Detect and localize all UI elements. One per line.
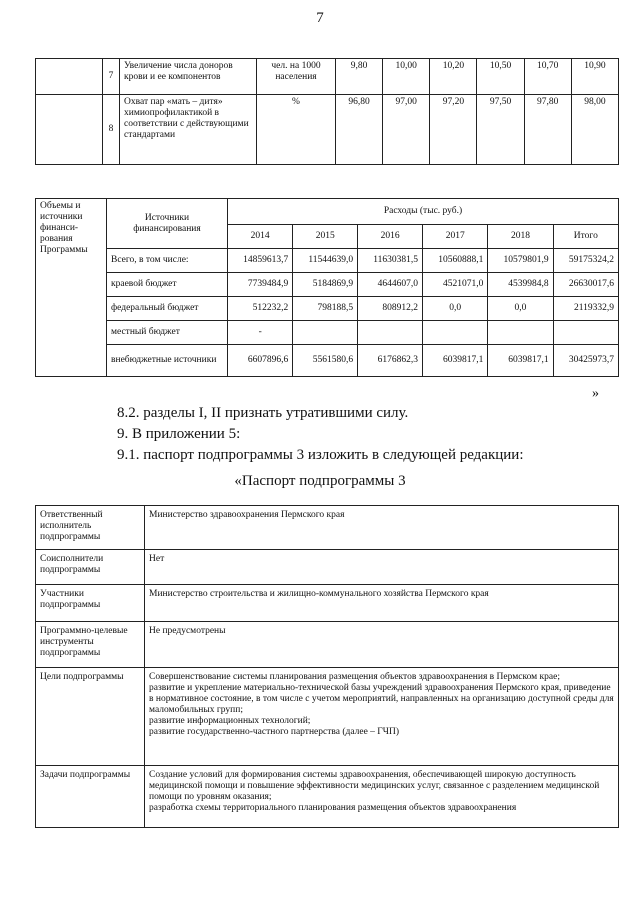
value-cell: 4521071,0 bbox=[423, 273, 488, 297]
passport-label: Участники подпрограммы bbox=[36, 585, 145, 622]
table-row bbox=[36, 249, 619, 273]
table-row bbox=[36, 550, 619, 585]
value-cell: 9,80 bbox=[336, 59, 383, 95]
value-cell: 808912,2 bbox=[358, 297, 423, 321]
value-cell: 97,50 bbox=[477, 95, 524, 165]
value-cell: 4539984,8 bbox=[488, 273, 553, 297]
passport-label: Соисполнители подпрограммы bbox=[36, 550, 145, 585]
source-name: Всего, в том числе: bbox=[107, 249, 228, 273]
passport-value: Совершенствование системы планирования размещения объектов здравоохранения в Пермском крае; развитие и укрепление материально-технической базы учреждений здравоохранения Пермского края, приведение в нормативное состояние, в том числе с учетом мероприятий, направленных на организацию доступной среды для маломобильных групп; развитие информационных технологий; развитие государственно-частного партнерства (далее – ГЧП) bbox=[145, 668, 619, 766]
page-number: 7 bbox=[316, 10, 324, 26]
value-cell: 10,20 bbox=[430, 59, 477, 95]
empty-cell bbox=[36, 59, 103, 95]
table-row bbox=[36, 321, 619, 345]
paragraph: 8.2. разделы I, II признать утратившими силу. bbox=[117, 405, 409, 421]
table-row bbox=[36, 668, 619, 766]
year-header: Итого bbox=[553, 225, 618, 249]
source-name: федеральный бюджет bbox=[107, 297, 228, 321]
indicator-unit: % bbox=[257, 95, 336, 165]
funding-table bbox=[35, 198, 619, 377]
value-cell: 7739484,9 bbox=[228, 273, 293, 297]
table-row bbox=[36, 95, 619, 165]
passport-table bbox=[35, 505, 619, 828]
empty-cell bbox=[36, 95, 103, 165]
value-cell: 10,70 bbox=[524, 59, 571, 95]
table-row bbox=[36, 345, 619, 377]
paragraph: 9. В приложении 5: bbox=[117, 426, 241, 442]
value-cell: 14859613,7 bbox=[228, 249, 293, 273]
passport-title: «Паспорт подпрограммы 3 bbox=[234, 473, 406, 489]
value-cell: 0,0 bbox=[423, 297, 488, 321]
value-cell: 5184869,9 bbox=[293, 273, 358, 297]
value-cell: 97,20 bbox=[430, 95, 477, 165]
value-cell: 5561580,6 bbox=[293, 345, 358, 377]
value-cell: 10579801,9 bbox=[488, 249, 553, 273]
value-cell: 2119332,9 bbox=[553, 297, 618, 321]
value-cell: 98,00 bbox=[571, 95, 618, 165]
value-cell: 10,50 bbox=[477, 59, 524, 95]
passport-value: Не предусмотрены bbox=[145, 622, 619, 668]
value-cell bbox=[488, 321, 553, 345]
source-name: местный бюджет bbox=[107, 321, 228, 345]
value-cell: 11630381,5 bbox=[358, 249, 423, 273]
value-cell: 6176862,3 bbox=[358, 345, 423, 377]
value-cell: 6039817,1 bbox=[488, 345, 553, 377]
value-cell: 10,00 bbox=[383, 59, 430, 95]
value-cell bbox=[423, 321, 488, 345]
value-cell: 97,80 bbox=[524, 95, 571, 165]
table-row bbox=[36, 766, 619, 828]
row-number: 7 bbox=[103, 59, 120, 95]
value-cell bbox=[358, 321, 423, 345]
value-cell bbox=[553, 321, 618, 345]
value-cell: 30425973,7 bbox=[553, 345, 618, 377]
passport-label: Программно-целевые инструменты подпрограммы bbox=[36, 622, 145, 668]
value-cell: 10,90 bbox=[571, 59, 618, 95]
row-number: 8 bbox=[103, 95, 120, 165]
value-cell bbox=[293, 321, 358, 345]
table-row bbox=[36, 585, 619, 622]
indicators-table bbox=[35, 58, 619, 165]
source-name: внебюджетные источники bbox=[107, 345, 228, 377]
value-cell: 4644607,0 bbox=[358, 273, 423, 297]
passport-value: Создание условий для формирования системы здравоохранения, обеспечивающей широкую доступность медицинской помощи и повышение эффективности медицинских услуг, связанное с разделением медицинской помощи по уровням оказания; разработка схемы территориального планирования размещения объектов здравоохранения bbox=[145, 766, 619, 828]
indicator-unit: чел. на 1000 населения bbox=[257, 59, 336, 95]
sources-header: Источники финансирования bbox=[107, 199, 228, 249]
table-row bbox=[36, 273, 619, 297]
paragraph: 9.1. паспорт подпрограммы 3 изложить в следующей редакции: bbox=[117, 447, 524, 463]
passport-label: Ответственный исполнитель подпрограммы bbox=[36, 506, 145, 550]
year-header: 2018 bbox=[488, 225, 553, 249]
value-cell: 97,00 bbox=[383, 95, 430, 165]
value-cell: 59175324,2 bbox=[553, 249, 618, 273]
passport-value: Министерство здравоохранения Пермского края bbox=[145, 506, 619, 550]
year-header: 2016 bbox=[358, 225, 423, 249]
value-cell: 6607896,6 bbox=[228, 345, 293, 377]
expenses-header: Расходы (тыс. руб.) bbox=[228, 199, 619, 225]
passport-value: Нет bbox=[145, 550, 619, 585]
table-row bbox=[36, 59, 619, 95]
table-row bbox=[36, 297, 619, 321]
passport-value: Министерство строительства и жилищно-коммунального хозяйства Пермского края bbox=[145, 585, 619, 622]
value-cell: 512232,2 bbox=[228, 297, 293, 321]
source-name: краевой бюджет bbox=[107, 273, 228, 297]
value-cell: - bbox=[228, 321, 293, 345]
indicator-name: Охват пар «мать – дитя» химиопрофилактикой в соответствии с действующими стандартами bbox=[120, 95, 257, 165]
value-cell: 6039817,1 bbox=[423, 345, 488, 377]
value-cell: 96,80 bbox=[336, 95, 383, 165]
passport-label: Цели подпрограммы bbox=[36, 668, 145, 766]
value-cell: 10560888,1 bbox=[423, 249, 488, 273]
indicator-name: Увеличение числа доноров крови и ее компонентов bbox=[120, 59, 257, 95]
year-header: 2017 bbox=[423, 225, 488, 249]
value-cell: 26630017,6 bbox=[553, 273, 618, 297]
year-header: 2014 bbox=[228, 225, 293, 249]
table-row bbox=[36, 622, 619, 668]
value-cell: 11544639,0 bbox=[293, 249, 358, 273]
funding-label: Объемы и источники финанси-рования Программы bbox=[36, 199, 107, 377]
passport-label: Задачи подпрограммы bbox=[36, 766, 145, 828]
table-row bbox=[36, 506, 619, 550]
table-row bbox=[36, 199, 619, 225]
year-header: 2015 bbox=[293, 225, 358, 249]
closing-quote: » bbox=[592, 386, 599, 401]
value-cell: 798188,5 bbox=[293, 297, 358, 321]
value-cell: 0,0 bbox=[488, 297, 553, 321]
